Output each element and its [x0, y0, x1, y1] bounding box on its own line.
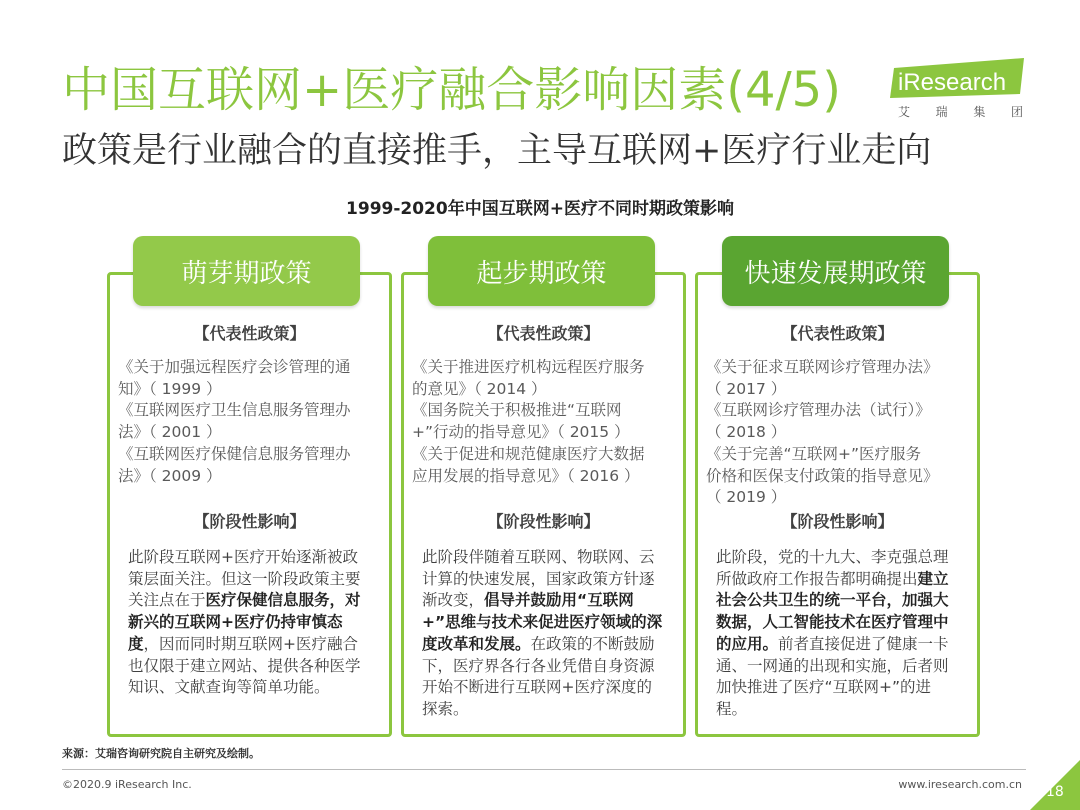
impact-text-emphasis: 倡导并鼓励用“互联网+”思维与技术来促进医疗领域的深度改革和发展。	[422, 591, 663, 653]
impact-text-part: 此阶段，党的十九大、李克强总理所做政府工作报告都明确提出	[716, 548, 949, 588]
impact-text-emphasis: 建立社会公共卫生的统一平台，加强大数据，人工智能技术在医疗管理中的应用。	[716, 569, 949, 653]
iresearch-logo-mark	[888, 56, 1028, 102]
logo-i: i	[898, 69, 904, 96]
chart-title: 1999-2020年中国互联网+医疗不同时期政策影响	[346, 199, 734, 219]
policy-column-rapid	[695, 272, 980, 737]
policy-line: 《关于完善“互联网+”医疗服务	[706, 444, 922, 463]
logo-word: Research	[903, 69, 1007, 96]
policy-line: +”行动的指导意见》（ 2015 ）	[412, 423, 630, 442]
logo-sub-char: 团	[1010, 105, 1023, 119]
policy-line: 《互联网医疗保健信息服务管理办	[118, 444, 351, 463]
heading-pill-sprout: 萌芽期政策	[133, 236, 360, 306]
impact-label: 【阶段性影响】	[781, 512, 894, 531]
svg-text:iResearch	[898, 69, 1006, 96]
policies-list	[706, 357, 971, 509]
impact-text	[128, 547, 373, 699]
policies-list	[118, 357, 383, 487]
policy-line: 《互联网医疗卫生信息服务管理办	[118, 401, 351, 420]
policy-line: 《互联网诊疗管理办法（试行）》	[706, 401, 931, 420]
policy-line: 知》（ 1999 ）	[118, 379, 222, 398]
heading-pill-start: 起步期政策	[428, 236, 655, 306]
impact-label: 【阶段性影响】	[487, 512, 600, 531]
policy-line: （ 2019 ）	[706, 488, 787, 507]
source-note: 来源：艾瑞咨询研究院自主研究及绘制。	[62, 747, 260, 760]
policies-label: 【代表性政策】	[193, 324, 306, 343]
impact-text	[716, 547, 961, 721]
policy-line: 《关于促进和规范健康医疗大数据	[412, 444, 645, 463]
impact-text-part: ，因而同时期互联网+医疗融合也仅限于建立网站、提供各种医学知识、文献查询等简单功能。	[128, 634, 361, 697]
impact-text-part: 此阶段互联网+医疗开始逐渐被政策层面关注。但这一阶段政策主要关注点在于	[128, 548, 361, 610]
policies-list	[412, 357, 677, 487]
impact-text	[422, 547, 667, 721]
iresearch-logo	[888, 56, 1028, 126]
policy-line: （ 2018 ）	[706, 423, 787, 442]
policy-column-start	[401, 272, 686, 737]
impact-text-part: 在政策的不断鼓励下，医疗界各行各业凭借自身资源开始不断进行互联网+医疗深度的探索。	[422, 634, 655, 718]
impact-label: 【阶段性影响】	[193, 512, 306, 531]
policy-line: 法》（ 2001 ）	[118, 423, 222, 442]
policy-line: 《国务院关于积极推进“互联网	[412, 401, 622, 420]
impact-text-part: 前者直接促进了健康一卡通、一网通的出现和实施，后者则加快推进了医疗“互联网+”的进程。	[716, 634, 949, 718]
website-link[interactable]: www.iresearch.com.cn	[898, 778, 1022, 791]
policy-line: 应用发展的指导意见》（ 2016 ）	[412, 466, 640, 485]
policy-line: 的意见》（ 2014 ）	[412, 379, 547, 398]
page-subtitle: 政策是行业融合的直接推手，主导互联网+医疗行业走向	[62, 131, 932, 171]
logo-sub-char: 瑞	[935, 105, 948, 119]
page-number: 18	[1046, 784, 1064, 800]
policy-line: 《关于推进医疗机构远程医疗服务	[412, 358, 645, 376]
logo-sub-char: 集	[973, 105, 986, 119]
footer-divider	[62, 769, 1026, 770]
policy-line: 《关于征求互联网诊疗管理办法》	[706, 358, 939, 376]
policy-line: （ 2017 ）	[706, 379, 787, 398]
logo-subtitle	[898, 104, 1023, 120]
policies-label: 【代表性政策】	[487, 324, 600, 343]
impact-text-emphasis: 医疗保健信息服务，对新兴的互联网+医疗仍持审慎态度	[128, 591, 361, 653]
copyright-text: ©2020.9 iResearch Inc.	[62, 778, 192, 791]
policy-line: 价格和医保支付政策的指导意见》	[706, 466, 939, 485]
policy-line: 法》（ 2009 ）	[118, 466, 222, 485]
heading-pill-rapid: 快速发展期政策	[722, 236, 949, 306]
policies-label: 【代表性政策】	[781, 324, 894, 343]
policy-line: 《关于加强远程医疗会诊管理的通	[118, 358, 351, 376]
logo-sub-char: 艾	[898, 105, 911, 119]
policy-column-sprout	[107, 272, 392, 737]
impact-text-part: 此阶段伴随着互联网、物联网、云计算的快速发展，国家政策方针逐渐改变，	[422, 548, 655, 610]
page-title: 中国互联网+医疗融合影响因素(4/5)	[62, 62, 841, 118]
